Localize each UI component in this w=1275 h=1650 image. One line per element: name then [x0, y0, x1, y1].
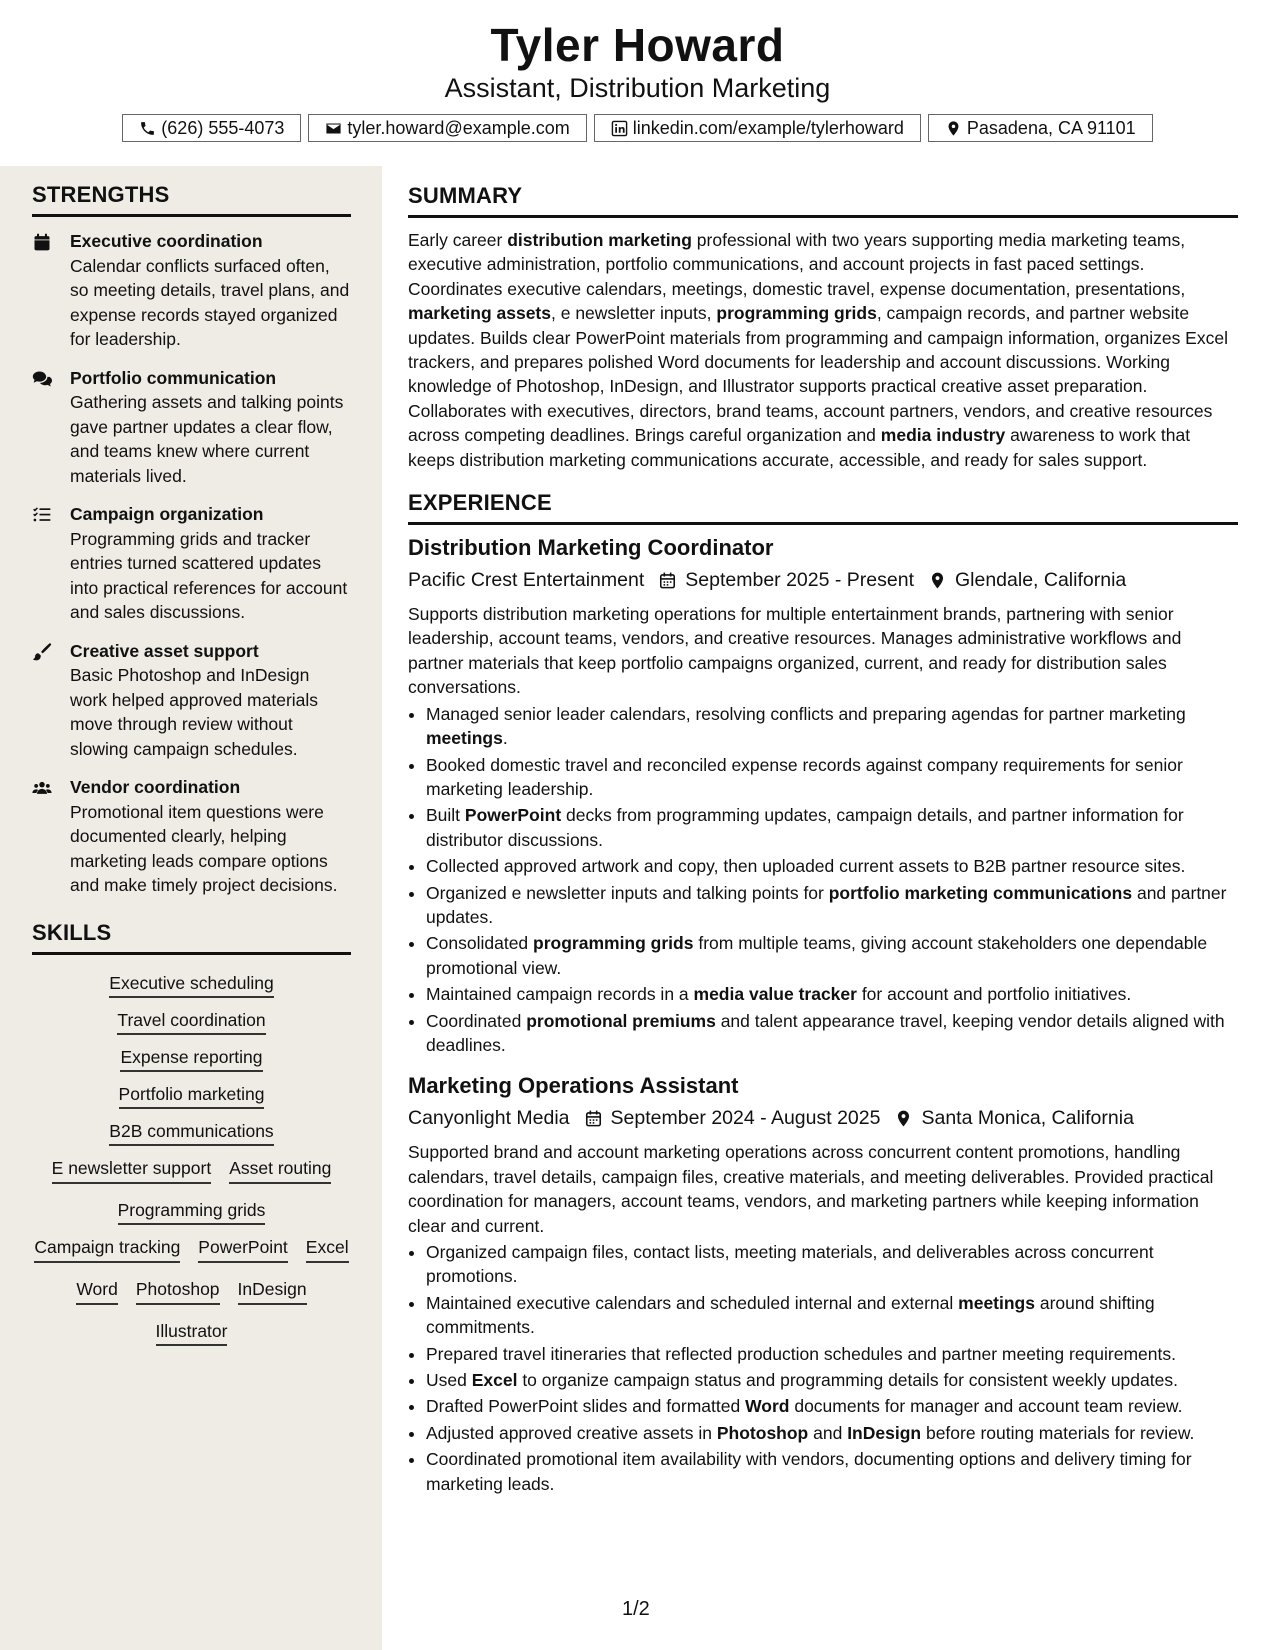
- job-entry: [408, 535, 1238, 1057]
- strength-text: Calendar conflicts surfaced often, so meeting details, travel plans, and expense records stayed organized for leadership.: [70, 255, 350, 349]
- strength-item: [32, 366, 351, 489]
- list-item: • Consolidated programming grids from multiple teams, giving account stakeholders one dependable promotional view.: [426, 931, 1238, 980]
- checklist-icon: [32, 505, 52, 525]
- skills-heading: SKILLS: [32, 920, 351, 955]
- job-description: Supports distribution marketing operations for multiple entertainment brands, partnering with senior leadership, account teams, vendors, and creative resources. Manages administrative workflows and partner materials that keep portfolio campaigns organized, current, and ready for distribution sales conversations.: [408, 604, 1182, 698]
- list-item: • Maintained campaign records in a media value tracker for account and portfolio initiatives.: [426, 982, 1238, 1006]
- phone-text: (626) 555-4073: [161, 117, 285, 138]
- brush-icon: [32, 642, 52, 662]
- strength-item: [32, 639, 351, 762]
- job-company: Pacific Crest Entertainment: [408, 569, 645, 592]
- strength-title: Creative asset support: [70, 640, 259, 661]
- contact-phone[interactable]: [122, 114, 301, 142]
- page-number: 1/2: [622, 1598, 650, 1620]
- skills-list: [32, 967, 351, 1342]
- skill-tag: Illustrator: [156, 1321, 228, 1346]
- list-item: • Organized campaign files, contact lists, meeting materials, and deliverables across concurrent promotions.: [426, 1240, 1238, 1289]
- comments-icon: [32, 369, 52, 389]
- list-item: • Maintained executive calendars and scheduled internal and external meetings around shifting commitments.: [426, 1291, 1238, 1340]
- job-meta: [408, 1107, 1238, 1130]
- strength-text: Programming grids and tracker entries turned scattered updates into practical references for account and sales discussions.: [70, 528, 348, 622]
- list-item: • Coordinated promotional item availability with vendors, documenting options and delivery timing for marketing leads.: [426, 1447, 1238, 1496]
- strengths-heading: STRENGTHS: [32, 182, 351, 217]
- skill-tag: PowerPoint: [198, 1237, 288, 1263]
- list-item: • Prepared travel itineraries that reflected production schedules and partner meeting requirements.: [426, 1342, 1238, 1366]
- skill-tag: Asset routing: [229, 1158, 331, 1184]
- skill-tag: Campaign tracking: [34, 1237, 180, 1263]
- job-dates: September 2024 - August 2025: [610, 1107, 881, 1130]
- job-description: Supported brand and account marketing operations across concurrent content promotions, handling calendars, travel details, campaign files, creative materials, and meeting deliverables. Provided practical coordination for managers, account teams, vendors, and marketing partners while keeping information clear and current.: [408, 1142, 1214, 1236]
- email-text: tyler.howard@example.com: [347, 117, 570, 138]
- strength-title: Portfolio communication: [70, 367, 277, 388]
- candidate-title: Assistant, Distribution Marketing: [444, 73, 831, 103]
- skill-tag: Expense reporting: [120, 1047, 262, 1072]
- list-item: • Adjusted approved creative assets in Photoshop and InDesign before routing materials for review.: [426, 1421, 1238, 1445]
- envelope-icon: [325, 120, 342, 137]
- job-title: Marketing Operations Assistant: [408, 1073, 739, 1099]
- strength-title: Vendor coordination: [70, 777, 241, 797]
- list-item: • Coordinated promotional premiums and talent appearance travel, keeping vendor details aligned with deadlines.: [426, 1009, 1238, 1058]
- location-text: Pasadena, CA 91101: [966, 117, 1136, 138]
- strength-item: [32, 775, 351, 898]
- skill-tag: Word: [76, 1279, 118, 1305]
- experience-heading: EXPERIENCE: [408, 490, 1238, 525]
- list-item: • Managed senior leader calendars, resolving conflicts and preparing agendas for partner marketing meetings.: [426, 702, 1238, 751]
- skill-tag: InDesign: [238, 1279, 307, 1305]
- skill-tag: Programming grids: [118, 1200, 266, 1225]
- skill-tag: Portfolio marketing: [119, 1084, 265, 1109]
- calendar-icon: [584, 1109, 603, 1128]
- job-company: Canyonlight Media: [408, 1107, 570, 1130]
- main-content: [408, 183, 1238, 1498]
- skill-tag: B2B communications: [109, 1121, 273, 1146]
- contact-bar: [0, 114, 1275, 142]
- calendar-icon: [658, 571, 677, 590]
- strength-item: [32, 229, 351, 352]
- job-title: Distribution Marketing Coordinator: [408, 535, 774, 561]
- skill-tag: Executive scheduling: [109, 973, 273, 998]
- strength-text: Promotional item questions were documented clearly, helping marketing leads compare options and make timely project decisions.: [70, 801, 338, 895]
- calendar-icon: [32, 232, 52, 252]
- job-bullets: [408, 1240, 1238, 1496]
- summary-heading: SUMMARY: [408, 183, 1238, 218]
- contact-email[interactable]: [308, 114, 586, 142]
- job-meta: [408, 569, 1238, 592]
- list-item: • Booked domestic travel and reconciled expense records against company requirements for senior marketing leadership.: [426, 753, 1238, 802]
- skill-tag: Travel coordination: [117, 1010, 265, 1035]
- strength-text: Basic Photoshop and InDesign work helped approved materials move through review without slowing campaign schedules.: [70, 665, 319, 759]
- strength-title: Campaign organization: [70, 504, 264, 524]
- strength-text: Gathering assets and talking points gave partner updates a clear flow, and teams knew where current materials lived.: [70, 392, 344, 486]
- candidate-name: Tyler Howard: [490, 19, 785, 71]
- strength-item: [32, 502, 351, 625]
- resume-header: [0, 0, 1275, 166]
- phone-icon: [139, 120, 156, 137]
- job-entry: [408, 1073, 1238, 1496]
- job-location: Santa Monica, California: [921, 1107, 1134, 1130]
- job-bullets: [408, 702, 1238, 1058]
- linkedin-text: linkedin.com/example/tylerhoward: [632, 117, 904, 138]
- map-pin-icon: [894, 1109, 913, 1128]
- list-item: • Built PowerPoint decks from programming updates, campaign details, and partner information for distributor discussions.: [426, 803, 1238, 852]
- list-item: • Organized e newsletter inputs and talking points for portfolio marketing communications and partner updates.: [426, 881, 1238, 930]
- skill-tag: Photoshop: [136, 1279, 220, 1305]
- strength-title: Executive coordination: [70, 231, 263, 251]
- list-item: • Collected approved artwork and copy, then uploaded current assets to B2B partner resource sites.: [426, 854, 1238, 878]
- map-pin-icon: [945, 120, 962, 137]
- job-dates: September 2025 - Present: [685, 569, 914, 592]
- summary-text: Early career distribution marketing professional with two years supporting media marketing teams, executive administration, portfolio communications, and account projects in fast paced settings. Coordinates executive calendars, meetings, domestic travel, expense documentation, presentations, marketing assets, e newsletter inputs, programming grids, campaign records, and partner website updates. Builds clear PowerPoint materials from programming and campaign information, organizes Excel trackers, and prepares polished Word documents for leadership and account discussions. Working knowledge of Photoshop, InDesign, and Illustrator supports practical creative asset preparation. Collaborates with executives, directors, brand teams, account partners, vendors, and creative resources across competing deadlines. Brings careful organization and media industry awareness to work that keeps distribution marketing communications accurate, accessible, and ready for sales support.: [408, 230, 1228, 470]
- map-pin-icon: [928, 571, 947, 590]
- linkedin-icon: [611, 120, 628, 137]
- skill-tag: Excel: [306, 1237, 349, 1263]
- skill-tag: E newsletter support: [52, 1158, 212, 1184]
- list-item: • Drafted PowerPoint slides and formatted Word documents for manager and account team review.: [426, 1394, 1238, 1418]
- sidebar: [0, 166, 382, 1650]
- contact-location[interactable]: [928, 114, 1153, 142]
- contact-linkedin[interactable]: [594, 114, 921, 142]
- job-location: Glendale, California: [954, 569, 1127, 592]
- list-item: • Used Excel to organize campaign status and programming details for consistent weekly updates.: [426, 1368, 1238, 1392]
- users-icon: [32, 778, 52, 798]
